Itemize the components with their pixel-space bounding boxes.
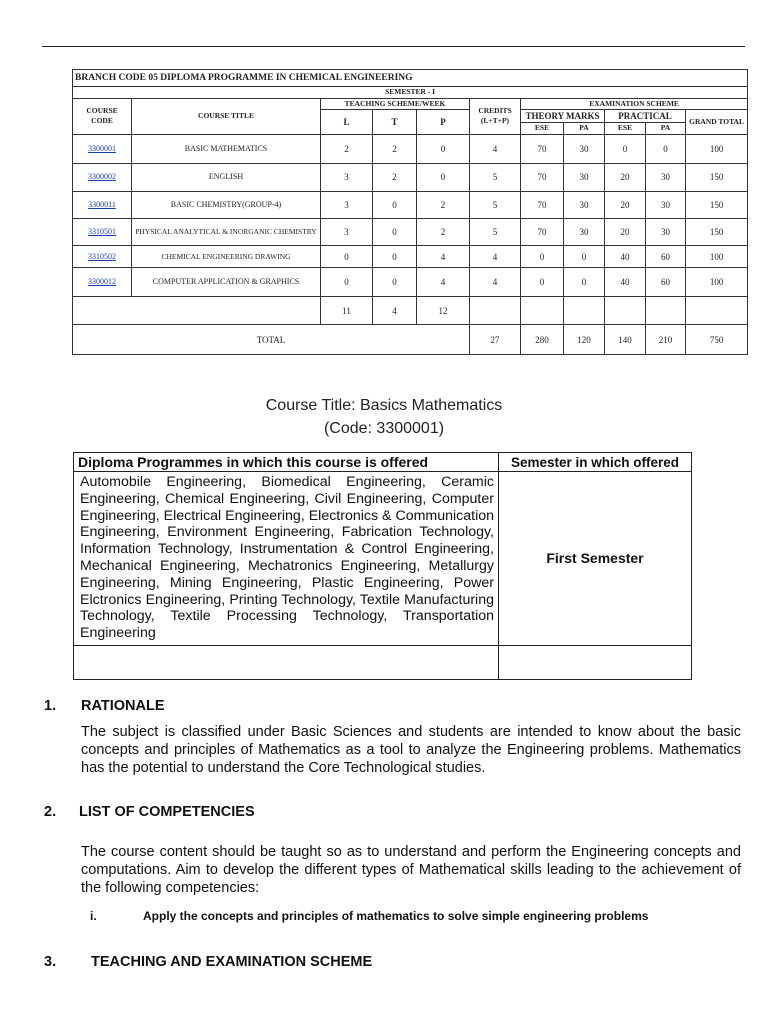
cell-practical-pa: 0 [646,134,686,163]
cell-credits: 4 [470,246,521,267]
course-code-link[interactable]: 3310502 [73,246,132,267]
cell-theory-pa: 0 [564,267,605,297]
course-row [73,192,748,219]
cell-theory-ese: 70 [521,218,564,246]
header-credits: CREDITS (L+T+P) [470,98,521,134]
course-row [73,218,748,246]
total-credits: 27 [470,325,521,355]
programmes-list: Automobile Engineering, Biomedical Engineering, Ceramic Engineering, Chemical Engineering, Civil Engineering, Computer Engineering, Electrical Engineering, Electronics & Communication Engineering, Environment Engineering, Fabrication Technology, Information Technology, Instrumentation & Control Engineering, Mechanical Engineering, Mechatronics Engineering, Metallurgy Engineering, Mining Engineering, Plastic Engineering, Power Elctronics Engineering, Printing Technology, Textile Manufacturing Technology, Textile Processing Technology, Transportation Engineering [74,472,499,646]
cell-t: 0 [373,218,417,246]
cell-l: 0 [321,267,373,297]
section-title-rationale: RATIONALE [81,698,165,714]
sum-row-blank [73,297,321,325]
cell-t: 2 [373,134,417,163]
cell-practical-pa: 60 [646,246,686,267]
course-title: CHEMICAL ENGINEERING DRAWING [132,246,321,267]
cell-theory-pa: 0 [564,246,605,267]
cell-l: 2 [321,134,373,163]
cell-theory-ese: 0 [521,267,564,297]
cell-l: 3 [321,163,373,192]
rationale-text: The subject is classified under Basic Sciences and students are intended to know about the basic concepts and principles of Mathematics as a tool to analyze the Engineering problems. Mathematics has the potential to understand the Core Technological studies. [81,724,741,776]
course-title: BASIC MATHEMATICS [132,134,321,163]
competency-item: Apply the concepts and principles of mathematics to solve simple engineering problems [143,909,649,923]
cell-theory-pa: 30 [564,163,605,192]
cell-t: 0 [373,192,417,219]
header-theory-ese: ESE [521,123,564,135]
cell-practical-ese: 40 [605,267,646,297]
sum-row [73,297,748,325]
header-t: T [373,110,417,134]
course-title: ENGLISH [132,163,321,192]
cell-practical-ese: 40 [605,246,646,267]
cell-theory-ese: 70 [521,163,564,192]
sum-p: 12 [417,297,470,325]
section-number: 2. [44,804,57,820]
section-title-competencies: LIST OF COMPETENCIES [79,804,255,820]
cell-l: 3 [321,218,373,246]
programmes-header: Diploma Programmes in which this course is offered [74,453,499,472]
cell-total: 150 [686,218,748,246]
header-practical: PRACTICAL [605,110,686,123]
total-practical-pa: 210 [646,325,686,355]
course-row [73,163,748,192]
course-title: PHYSICAL ANALYTICAL & INORGANIC CHEMISTRY [132,218,321,246]
cell-credits: 5 [470,192,521,219]
course-code-link[interactable]: 3300011 [73,192,132,219]
header-exam-scheme: EXAMINATION SCHEME [521,98,748,110]
cell-p: 0 [417,163,470,192]
header-teaching-scheme: TEACHING SCHEME/WEEK [321,98,470,110]
cell-total: 100 [686,267,748,297]
cell-theory-pa: 30 [564,192,605,219]
cell-credits: 4 [470,134,521,163]
cell-theory-ese: 0 [521,246,564,267]
cell-total: 150 [686,163,748,192]
cell-practical-ese: 20 [605,192,646,219]
course-title: COMPUTER APPLICATION & GRAPHICS [132,267,321,297]
cell-t: 0 [373,246,417,267]
cell-p: 2 [417,192,470,219]
total-theory-ese: 280 [521,325,564,355]
cell-p: 0 [417,134,470,163]
header-rule [42,46,745,47]
total-practical-ese: 140 [605,325,646,355]
course-title: BASIC CHEMISTRY(GROUP-4) [132,192,321,219]
cell-credits: 5 [470,218,521,246]
header-practical-pa: PA [646,123,686,135]
course-code-link[interactable]: 3300012 [73,267,132,297]
semester-label: SEMESTER - I [73,87,748,99]
cell-practical-pa: 60 [646,267,686,297]
course-row [73,246,748,267]
course-row [73,267,748,297]
cell-practical-ese: 20 [605,218,646,246]
empty-cell [74,645,499,679]
course-code: (Code: 3300001) [323,420,445,437]
course-code-link[interactable]: 3310501 [73,218,132,246]
cell-practical-ese: 20 [605,163,646,192]
cell-theory-ese: 70 [521,192,564,219]
cell-p: 4 [417,246,470,267]
header-practical-ese: ESE [605,123,646,135]
cell-t: 2 [373,163,417,192]
course-code-link[interactable]: 3300001 [73,134,132,163]
total-label: TOTAL [73,325,470,355]
cell-credits: 4 [470,267,521,297]
cell-l: 0 [321,246,373,267]
course-code-link[interactable]: 3300002 [73,163,132,192]
cell-theory-pa: 30 [564,218,605,246]
section-number: 3. [44,954,57,970]
cell-total: 150 [686,192,748,219]
header-course-code: COURSE CODE [73,98,132,134]
competency-number: i. [90,909,97,923]
cell-practical-pa: 30 [646,192,686,219]
header-theory-marks: THEORY MARKS [521,110,605,123]
course-title: Course Title: Basics Mathematics [265,397,503,414]
cell-theory-ese: 70 [521,134,564,163]
cell-total: 100 [686,246,748,267]
branch-title: BRANCH CODE 05 DIPLOMA PROGRAMME IN CHEMICAL ENGINEERING [73,70,748,87]
header-theory-pa: PA [564,123,605,135]
sum-t: 4 [373,297,417,325]
cell-practical-pa: 30 [646,163,686,192]
cell-credits: 5 [470,163,521,192]
header-course-title: COURSE TITLE [132,98,321,134]
header-l: L [321,110,373,134]
cell-l: 3 [321,192,373,219]
semester-offered: First Semester [499,472,692,646]
cell-practical-ese: 0 [605,134,646,163]
cell-p: 2 [417,218,470,246]
total-row [73,325,748,355]
cell-t: 0 [373,267,417,297]
cell-total: 100 [686,134,748,163]
header-grand-total: GRAND TOTAL [686,110,748,134]
section-number: 1. [44,698,57,714]
total-theory-pa: 120 [564,325,605,355]
section-title-scheme: TEACHING AND EXAMINATION SCHEME [91,954,373,970]
branch-course-table [72,69,747,355]
sum-l: 11 [321,297,373,325]
course-row [73,134,748,163]
header-p: P [417,110,470,134]
cell-theory-pa: 30 [564,134,605,163]
cell-practical-pa: 30 [646,218,686,246]
total-grand: 750 [686,325,748,355]
programmes-table [73,452,692,680]
competencies-text: The course content should be taught so as to understand and perform the Engineering concepts and computations. Aim to develop the different types of Mathematical skills leading to the achievement of the following competencies: [81,844,741,896]
semester-header: Semester in which offered [499,453,692,472]
empty-cell [499,645,692,679]
cell-p: 4 [417,267,470,297]
